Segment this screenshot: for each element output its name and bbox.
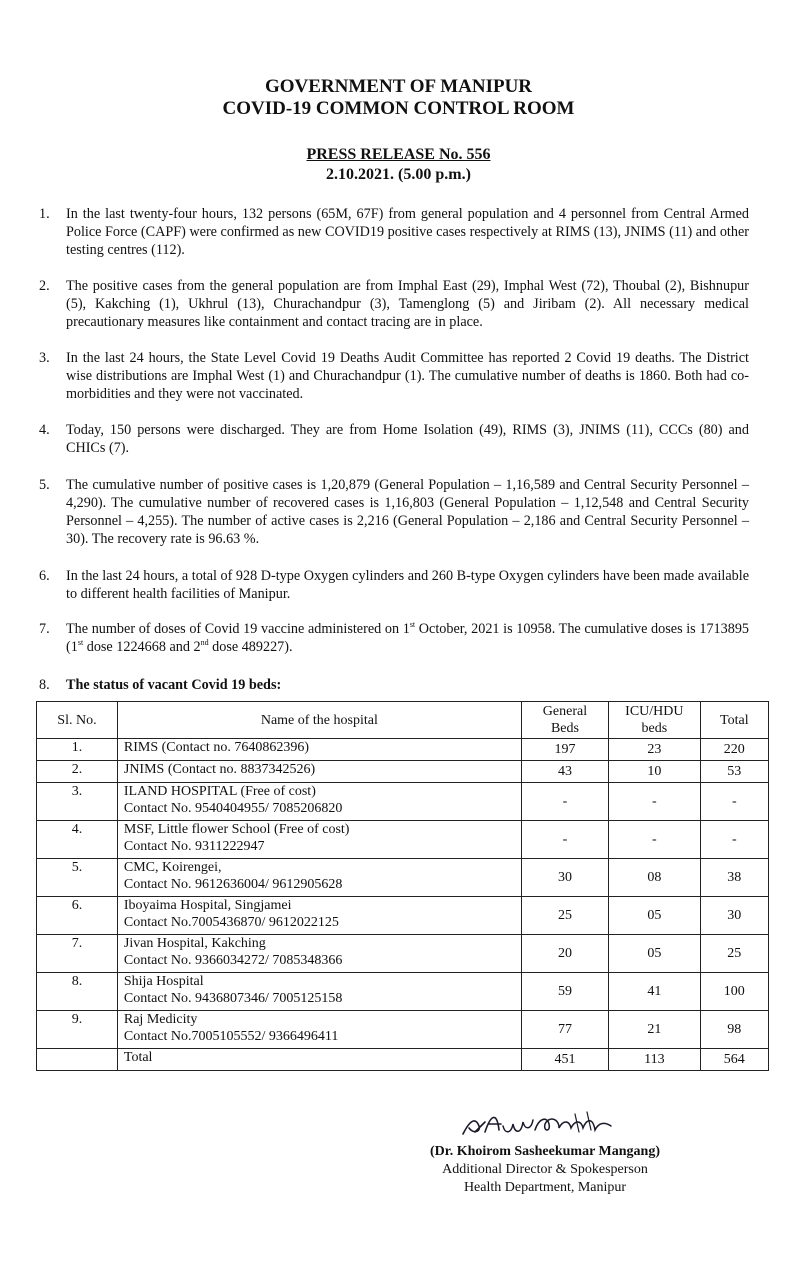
row-general-beds: -	[521, 821, 608, 859]
signature-image	[455, 1108, 625, 1140]
row-general-beds: -	[521, 783, 608, 821]
row-general-beds: 30	[521, 859, 608, 897]
item-number: 7.	[39, 621, 50, 637]
ordinal-suffix: st	[409, 620, 416, 629]
list-item	[39, 277, 749, 331]
header-hospital-name: Name of the hospital	[117, 702, 521, 739]
header-icu-beds	[609, 702, 701, 739]
row-hospital	[117, 821, 521, 859]
signatory-block	[420, 1143, 670, 1197]
row-total: -	[700, 821, 768, 859]
row-hospital	[117, 935, 521, 973]
item-text: In the last twenty-four hours, 132 persons (65M, 67F) from general population and 4 personnel from Central Armed Police Force (CAPF) were confirmed as new COVID19 positive cases respectively at RIMS (13), JNIMS (11) and other testing centres (112).	[66, 206, 749, 258]
item-text-part: dose 1224668 and 2	[83, 639, 201, 655]
row-hospital-contact: Contact No. 9612636004/ 9612905628	[123, 877, 343, 892]
row-total: 100	[700, 973, 768, 1011]
row-hospital-contact: Contact No.7005436870/ 9612022125	[123, 915, 339, 930]
list-item	[39, 476, 749, 548]
header-sl-no: Sl. No.	[37, 702, 118, 739]
list-item	[39, 349, 749, 403]
signatory-designation: Additional Director & Spokesperson	[442, 1162, 648, 1177]
item-number: 6.	[39, 568, 50, 584]
row-hospital	[117, 973, 521, 1011]
row-hospital-contact: Contact No. 9436807346/ 7005125158	[123, 991, 343, 1006]
header-general-beds-line1: General	[542, 704, 588, 719]
table-row	[37, 859, 769, 897]
row-hospital	[117, 897, 521, 935]
table-row	[37, 897, 769, 935]
row-icu-beds: -	[609, 821, 701, 859]
item-text-part: October, 2021 is 10958. The cumulative doses is 1713895 (1	[66, 621, 750, 655]
row-hospital-name: CMC, Koirengei,	[123, 860, 222, 875]
row-sl-no: 2.	[37, 761, 118, 783]
item-number: 4.	[39, 422, 50, 438]
table-row	[37, 739, 769, 761]
row-hospital-contact: Contact No. 9366034272/ 7085348366	[123, 953, 343, 968]
header-general-beds	[521, 702, 608, 739]
signatory-name: (Dr. Khoirom Sasheekumar Mangang)	[430, 1144, 660, 1159]
row-sl-no: 4.	[37, 821, 118, 859]
list-item	[39, 676, 749, 694]
row-general-beds: 20	[521, 935, 608, 973]
row-icu-beds: 21	[609, 1011, 701, 1049]
row-hospital-name: ILAND HOSPITAL (Free of cost)	[123, 784, 316, 799]
item-number: 2.	[39, 278, 50, 294]
beds-section-heading: The status of vacant Covid 19 beds:	[66, 677, 282, 693]
row-general-beds: 43	[521, 761, 608, 783]
row-icu-beds: 05	[609, 935, 701, 973]
item-text: In the last 24 hours, the State Level Covid 19 Deaths Audit Committee has reported 2 Covid 19 deaths. The District wise distributions are Imphal West (1) and Churachandpur (1). The cumulative number of deaths is 1860. Both had co-morbidities and they were not vaccinated.	[66, 350, 749, 402]
item-text: The positive cases from the general population are from Imphal East (29), Imphal West (72), Thoubal (2), Bishnupur (5), Kakching (1), Ukhrul (13), Churachandpur (3), Tamenglong (5) and Jiribam (2). All necessary medical precautionary measures like containment and contact tracing are in place.	[66, 278, 749, 330]
row-hospital-contact: Contact No.7005105552/ 9366496411	[123, 1029, 339, 1044]
row-total: 98	[700, 1011, 768, 1049]
row-hospital-name: Shija Hospital	[123, 974, 204, 989]
row-hospital-name: Iboyaima Hospital, Singjamei	[123, 898, 292, 913]
total-row-label: Total	[117, 1049, 521, 1071]
row-total: -	[700, 783, 768, 821]
row-total: 53	[700, 761, 768, 783]
total-row-sl-empty	[37, 1049, 118, 1071]
government-title: GOVERNMENT OF MANIPUR	[264, 76, 533, 97]
row-general-beds: 59	[521, 973, 608, 1011]
ordinal-suffix: nd	[200, 638, 209, 647]
row-hospital-name: Jivan Hospital, Kakching	[123, 936, 266, 951]
item-number: 8.	[39, 677, 50, 693]
row-sl-no: 1.	[37, 739, 118, 761]
press-release-date: 2.10.2021. (5.00 p.m.)	[326, 166, 471, 183]
row-icu-beds: 10	[609, 761, 701, 783]
table-row	[37, 821, 769, 859]
row-hospital-name: Raj Medicity	[123, 1012, 198, 1027]
row-sl-no: 8.	[37, 973, 118, 1011]
item-number: 5.	[39, 477, 50, 493]
table-row	[37, 1011, 769, 1049]
item-number: 1.	[39, 206, 50, 222]
total-general-beds: 451	[521, 1049, 608, 1071]
row-hospital-name: RIMS (Contact no. 7640862396)	[117, 739, 521, 761]
control-room-title: COVID-19 COMMON CONTROL ROOM	[222, 98, 575, 119]
row-hospital-contact: Contact No. 9540404955/ 7085206820	[123, 801, 343, 816]
row-total: 38	[700, 859, 768, 897]
item-text	[66, 620, 749, 656]
table-row	[37, 783, 769, 821]
vacant-beds-table	[36, 701, 769, 1071]
row-total: 220	[700, 739, 768, 761]
row-icu-beds: 08	[609, 859, 701, 897]
row-sl-no: 3.	[37, 783, 118, 821]
row-icu-beds: -	[609, 783, 701, 821]
row-icu-beds: 05	[609, 897, 701, 935]
press-release-number	[0, 145, 797, 164]
row-sl-no: 9.	[37, 1011, 118, 1049]
table-row	[37, 761, 769, 783]
item-text-part: The number of doses of Covid 19 vaccine administered on 1	[66, 621, 410, 637]
item-text: Today, 150 persons were discharged. They are from Home Isolation (49), RIMS (3), JNIMS (11), CCCs (80) and CHICs (7).	[66, 422, 749, 456]
header-icu-beds-line2: beds	[641, 721, 668, 736]
header-icu-beds-line1: ICU/HDU	[625, 704, 684, 719]
table-total-row	[37, 1049, 769, 1071]
header-total: Total	[700, 702, 768, 739]
item-text-part: dose 489227).	[208, 639, 293, 655]
row-hospital-contact: Contact No. 9311222947	[123, 839, 265, 854]
row-hospital	[117, 1011, 521, 1049]
row-icu-beds: 23	[609, 739, 701, 761]
list-item	[39, 205, 749, 259]
item-text: The cumulative number of positive cases is 1,20,879 (General Population – 1,16,589 and Central Security Personnel – 4,290). The cumulative number of recovered cases is 1,16,803 (General Population – 1,12,548 and Central Security Personnel – 4,255). The number of active cases is 2,216 (General Population – 2,186 and Central Security Personnel – 30). The recovery rate is 96.63 %.	[66, 477, 749, 547]
row-sl-no: 5.	[37, 859, 118, 897]
table-row	[37, 935, 769, 973]
table-row	[37, 973, 769, 1011]
row-hospital	[117, 783, 521, 821]
row-sl-no: 7.	[37, 935, 118, 973]
row-hospital	[117, 859, 521, 897]
table-header-row	[37, 702, 769, 739]
row-general-beds: 77	[521, 1011, 608, 1049]
row-total: 30	[700, 897, 768, 935]
list-item	[39, 421, 749, 457]
list-item	[39, 567, 749, 603]
header-general-beds-line2: Beds	[550, 721, 579, 736]
row-sl-no: 6.	[37, 897, 118, 935]
press-release-number-text: PRESS RELEASE No. 556	[306, 146, 491, 163]
row-general-beds: 25	[521, 897, 608, 935]
row-icu-beds: 41	[609, 973, 701, 1011]
item-number: 3.	[39, 350, 50, 366]
total-beds: 564	[700, 1049, 768, 1071]
ordinal-suffix: st	[77, 638, 84, 647]
signatory-department: Health Department, Manipur	[463, 1180, 627, 1195]
row-total: 25	[700, 935, 768, 973]
row-hospital-name: JNIMS (Contact no. 8837342526)	[117, 761, 521, 783]
row-general-beds: 197	[521, 739, 608, 761]
total-icu-beds: 113	[609, 1049, 701, 1071]
row-hospital-name: MSF, Little flower School (Free of cost)	[123, 822, 350, 837]
item-text: In the last 24 hours, a total of 928 D-type Oxygen cylinders and 260 B-type Oxygen cylinders have been made available to different health facilities of Manipur.	[66, 568, 749, 602]
list-item	[39, 620, 749, 656]
